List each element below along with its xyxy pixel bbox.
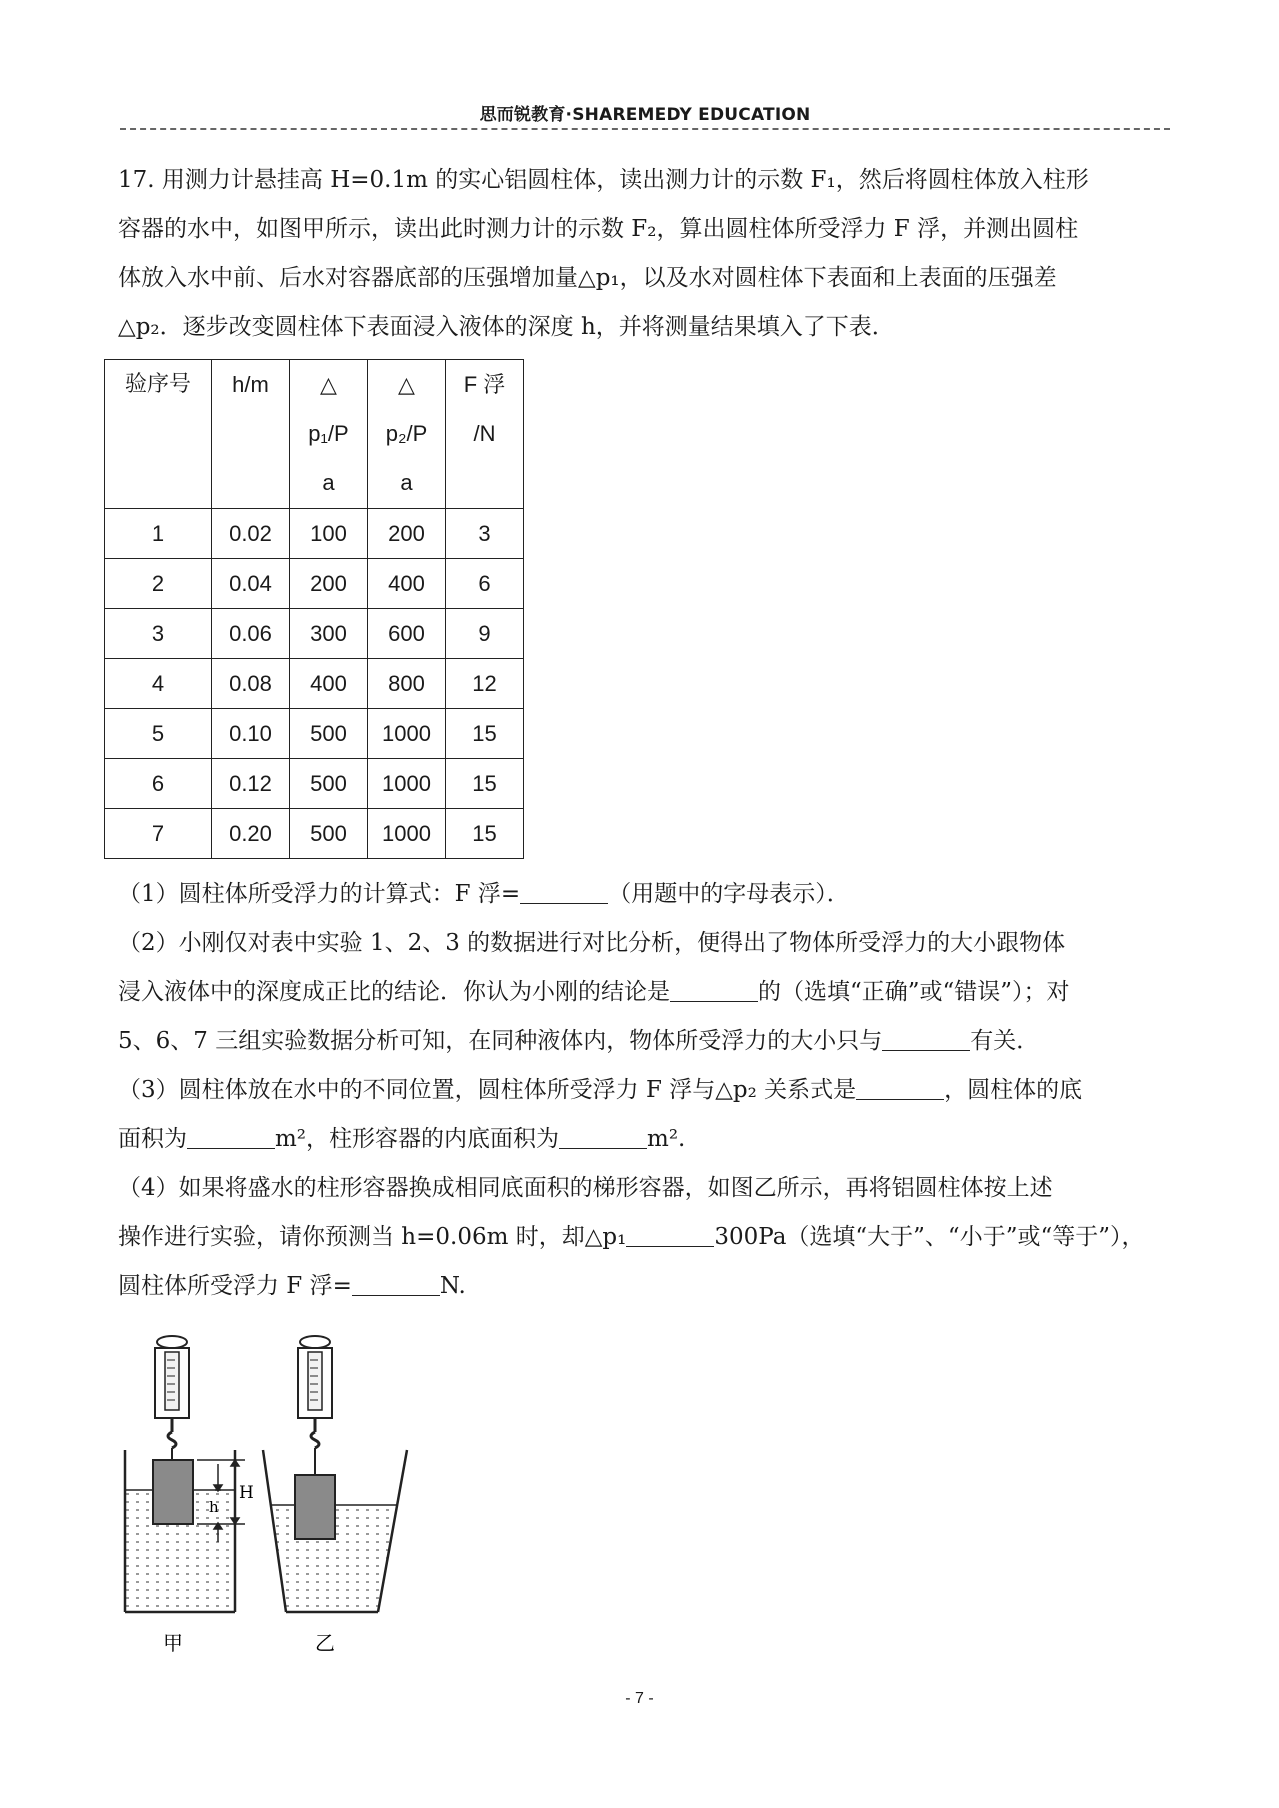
cell-trial: 1 — [105, 509, 212, 559]
cell-h: 0.12 — [212, 759, 290, 809]
answer-blank[interactable] — [559, 1126, 647, 1149]
cell-dp1: 500 — [290, 709, 368, 759]
cell-trial: 6 — [105, 759, 212, 809]
trapezoid-container — [263, 1450, 407, 1612]
header-depth: h/m — [212, 360, 290, 509]
cell-dp2: 1000 — [368, 709, 446, 759]
table-header-row — [105, 360, 524, 509]
answer-blank[interactable] — [856, 1077, 944, 1100]
cell-h: 0.06 — [212, 609, 290, 659]
cell-trial: 7 — [105, 809, 212, 859]
cell-h: 0.10 — [212, 709, 290, 759]
data-table — [104, 359, 524, 859]
table-row — [105, 509, 524, 559]
label-h: h — [209, 1498, 219, 1516]
cell-dp2: 400 — [368, 559, 446, 609]
spring-scale-a — [155, 1336, 189, 1460]
cell-dp1: 500 — [290, 759, 368, 809]
cell-trial: 5 — [105, 709, 212, 759]
header-divider — [120, 128, 1170, 130]
part-4: （4）如果将盛水的柱形容器换成相同底面积的梯形容器，如图乙所示，再将铝圆柱体按上述 操作进行实验，请你预测当 h=0.06m 时，却△p₁ 300Pa（选填“大于”、“小于”或“等于”）， 圆柱体所受浮力 F 浮= N. — [118, 1175, 1145, 1299]
cell-h: 0.20 — [212, 809, 290, 859]
cell-dp2: 200 — [368, 509, 446, 559]
answer-blank[interactable] — [670, 979, 758, 1002]
table-row — [105, 709, 524, 759]
cell-h: 0.02 — [212, 509, 290, 559]
table-row — [105, 559, 524, 609]
answer-blank[interactable] — [626, 1224, 714, 1247]
answer-blank[interactable] — [187, 1126, 275, 1149]
part-2: （2）小刚仅对表中实验 1、2、3 的数据进行对比分析，便得出了物体所受浮力的大小跟物体 浸入液体中的深度成正比的结论．你认为小刚的结论是 的（选填“正确”或“错误”）；对 5、6、7 三组实验数据分析可知，在同种液体内，物体所受浮力的大小只与 有关． — [118, 930, 1070, 1054]
header-dp1: △ p₁/P a — [290, 360, 368, 509]
part-1: （1）圆柱体所受浮力的计算式：F 浮= （用题中的字母表示）． — [118, 881, 850, 907]
question-parts — [118, 870, 1173, 1311]
cell-trial: 4 — [105, 659, 212, 709]
cell-dp1: 200 — [290, 559, 368, 609]
table-row — [105, 809, 524, 859]
cell-dp1: 500 — [290, 809, 368, 859]
intro-line: 容器的水中，如图甲所示，读出此时测力计的示数 F₂，算出圆柱体所受浮力 F 浮，并测出圆柱 — [118, 216, 1079, 242]
page-header: 思而锐教育·SHAREMEDY EDUCATION — [479, 105, 811, 125]
part-3: （3）圆柱体放在水中的不同位置，圆柱体所受浮力 F 浮与△p₂ 关系式是 ，圆柱体的底 面积为 m²，柱形容器的内底面积为 m². — [118, 1077, 1083, 1152]
intro-line: 17. 用测力计悬挂高 H=0.1m 的实心铝圆柱体，读出测力计的示数 F₁，然后将圆柱体放入柱形 — [118, 167, 1089, 193]
cell-dp1: 100 — [290, 509, 368, 559]
cell-f: 15 — [446, 759, 524, 809]
answer-blank[interactable] — [520, 881, 608, 904]
cell-dp1: 400 — [290, 659, 368, 709]
cell-dp2: 1000 — [368, 759, 446, 809]
cell-f: 15 — [446, 809, 524, 859]
table-row — [105, 609, 524, 659]
table-row — [105, 659, 524, 709]
figure-label-b: 乙 — [315, 1631, 335, 1655]
header-trial: 验序号 — [105, 360, 212, 509]
table-row — [105, 759, 524, 809]
intro-line: 体放入水中前、后水对容器底部的压强增加量△p₁，以及水对圆柱体下表面和上表面的压强差 — [118, 265, 1057, 291]
header-dp2: △ p₂/P a — [368, 360, 446, 509]
spring-scale-b — [298, 1336, 332, 1475]
cell-trial: 3 — [105, 609, 212, 659]
answer-blank[interactable] — [352, 1273, 440, 1296]
cell-f: 6 — [446, 559, 524, 609]
label-H: H — [239, 1483, 254, 1503]
answer-blank[interactable] — [882, 1028, 970, 1051]
cell-dp2: 1000 — [368, 809, 446, 859]
cell-f: 15 — [446, 709, 524, 759]
cell-dp2: 800 — [368, 659, 446, 709]
cell-trial: 2 — [105, 559, 212, 609]
figure-label-a: 甲 — [163, 1631, 183, 1655]
cell-h: 0.04 — [212, 559, 290, 609]
cell-f: 12 — [446, 659, 524, 709]
cell-dp1: 300 — [290, 609, 368, 659]
cell-dp2: 600 — [368, 609, 446, 659]
header-buoyancy: F 浮 /N — [446, 360, 524, 509]
page-number: - 7 - — [625, 1690, 654, 1707]
cell-f: 3 — [446, 509, 524, 559]
question-intro — [118, 156, 1173, 352]
figure-svg — [115, 1330, 455, 1660]
experiment-figure — [115, 1330, 455, 1660]
intro-line: △p₂．逐步改变圆柱体下表面浸入液体的深度 h，并将测量结果填入了下表． — [118, 314, 895, 340]
cell-f: 9 — [446, 609, 524, 659]
cell-h: 0.08 — [212, 659, 290, 709]
